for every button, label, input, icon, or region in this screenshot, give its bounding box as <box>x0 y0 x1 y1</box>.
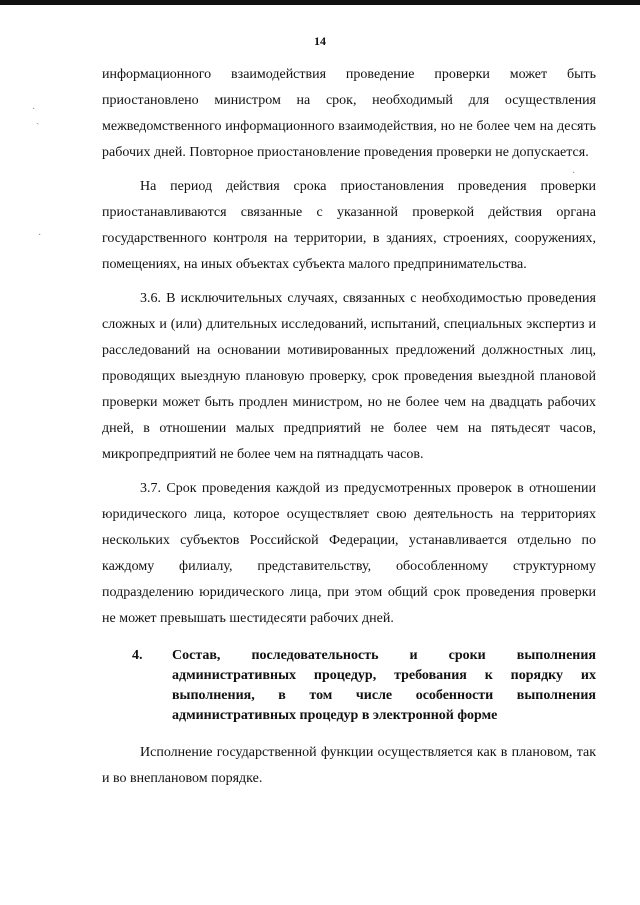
paragraph-3-7: 3.7. Срок проведения каждой из предусмотренных проверок в отношении юридического лица, которое осуществляет свою деятельность на территориях нескольких субъектов Российской Федерации, устанавливается отдельно по каждому филиалу, представительству, обособленному структурному подразделению юридического лица, при этом общий срок проведения проверки не может превышать шестидесяти рабочих дней. <box>102 481 596 626</box>
top-border-rule <box>0 0 640 5</box>
page-number: 14 <box>314 34 326 48</box>
scan-speck: · <box>32 104 36 115</box>
scan-speck: · <box>572 168 576 179</box>
document-body <box>102 62 596 792</box>
section-heading-4 <box>102 646 596 726</box>
scan-speck: · <box>38 230 42 241</box>
paragraph-3-6: 3.6. В исключительных случаях, связанных с необходимостью проведения сложных и (или) длительных исследований, испытаний, специальных экспертиз и расследований на основании мотивированных предложений должностных лиц, проводящих выездную плановую проверку, срок проведения выездной плановой проверки может быть продлен министром, но не более чем на двадцать рабочих дней, в отношении малых предприятий не более чем на пятьдесят часов, микропредприятий не более чем на пятнадцать часов. <box>102 291 596 462</box>
section-number: 4. <box>132 648 143 663</box>
paragraph-execution-order: Исполнение государственной функции осуществляется как в плановом, так и во внеплановом порядке. <box>102 745 596 786</box>
paragraph-continuation: информационного взаимодействия проведение проверки может быть приостановлено министром на срок, необходимый для осуществления межведомственного информационного взаимодействия, но не более чем на десять рабочих дней. Повторное приостановление проведения проверки не допускается. <box>102 67 596 160</box>
paragraph-suspension-period: На период действия срока приостановления проведения проверки приостанавливаются связанные с указанной проверкой действия органа государственного контроля на территории, в зданиях, строениях, сооружениях, помещениях, на иных объектах субъекта малого предпринимательства. <box>102 179 596 272</box>
scan-speck: ˎ <box>36 114 40 125</box>
section-title: Состав, последовательность и сроки выполнения административных процедур, требования к порядку их выполнения, в том числе особенности выполнения административных процедур в электронной форме <box>172 648 596 723</box>
